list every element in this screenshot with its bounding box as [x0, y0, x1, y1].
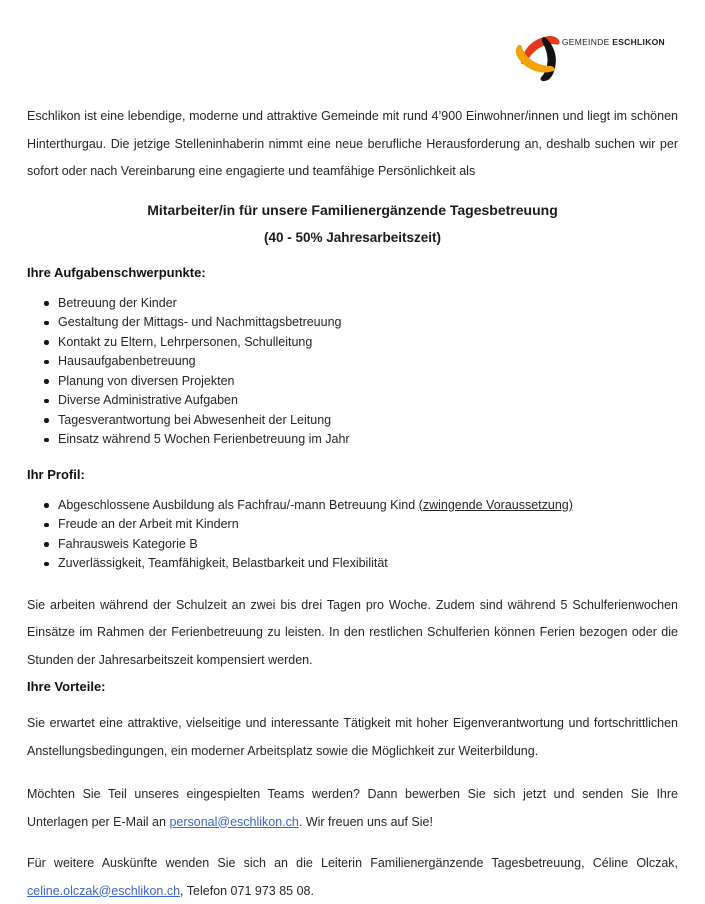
bullet-icon — [44, 301, 49, 306]
email-link-personal[interactable]: personal@eschlikon.ch — [169, 814, 299, 829]
intro-paragraph: Eschlikon ist eine lebendige, moderne und attraktive Gemeinde mit rund 4’900 Einwohner/innen und liegt im schönen Hinterthurgau. Die jetzige Stelleninhaberin nimmt eine neue berufliche Herausforderung an, deshalb suchen wir per sofort oder nach Vereinbarung eine engagierte und teamfähige Persönlichkeit als — [27, 109, 678, 178]
list-item-label: Freude an der Arbeit mit Kindern — [58, 517, 239, 531]
apply-text-before: Möchten Sie Teil unseres eingespielten Teams werden? Dann bewerben Sie sich jetzt und senden Sie Ihre Unterlagen per E-Mail an — [27, 787, 678, 829]
bullet-icon — [44, 542, 49, 547]
list-item — [27, 333, 678, 353]
list-item-label: Betreuung der Kinder — [58, 295, 177, 310]
job-subtitle: (40 - 50% Jahresarbeitszeit) — [263, 229, 442, 245]
list-item — [27, 430, 678, 450]
list-item — [27, 313, 678, 333]
list-item-label: Hausaufgabenbetreuung — [58, 354, 196, 368]
schedule-paragraph: Sie arbeiten während der Schulzeit an zwei bis drei Tagen pro Woche. Zudem sind während 5 Schulferienwochen Einsätze im Rahmen der Ferienbetreuung zu leisten. In den restlichen Schulferien können Ferien bezogen oder die Stunden der Jahresarbeitszeit kompensiert werden. — [27, 597, 678, 667]
list-item-label: Zuverlässigkeit, Teamfähigkeit, Belastbarkeit und Flexibilität — [58, 556, 388, 570]
list-item — [27, 535, 678, 555]
section-heading-tasks: Ihre Aufgabenschwerpunkte: — [27, 264, 206, 280]
section-heading-benefits: Ihre Vorteile: — [27, 679, 106, 694]
list-item-label: Gestaltung der Mittags- und Nachmittagsbetreuung — [58, 315, 342, 329]
list-item — [27, 294, 678, 314]
logo-text — [562, 37, 665, 47]
section-heading-profile: Ihr Profil: — [27, 466, 85, 482]
contact-paragraph — [27, 850, 678, 904]
logo — [515, 26, 665, 87]
tasks-list — [27, 294, 678, 450]
list-item-label: Abgeschlossene Ausbildung als Fachfrau/-mann Betreuung Kind — [58, 497, 419, 512]
list-item — [27, 515, 678, 535]
list-item-label: Fahrausweis Kategorie B — [58, 536, 198, 551]
bullet-icon — [44, 438, 49, 443]
job-title: Mitarbeiter/in für unsere Familienergänzende Tagesbetreuung — [147, 201, 558, 218]
list-item — [27, 352, 678, 372]
logo-text-regular: GEMEINDE — [561, 37, 610, 47]
bullet-icon — [44, 321, 49, 326]
bullet-icon — [44, 523, 49, 528]
logo-text-bold: ESCHLIKON — [612, 37, 665, 47]
contact-text-before: Für weitere Auskünfte wenden Sie sich an die Leiterin Familienergänzende Tagesbetreuung, Céline Olczak, — [27, 856, 678, 870]
profile-list — [27, 496, 678, 574]
apply-paragraph — [27, 781, 678, 836]
bullet-icon — [44, 399, 49, 404]
bullet-icon — [44, 340, 49, 345]
list-item — [27, 554, 678, 574]
list-item-label: Diverse Administrative Aufgaben — [58, 393, 238, 407]
list-item-label: Tagesverantwortung bei Abwesenheit der Leitung — [58, 412, 332, 427]
underlined-requirement: (zwingende Voraussetzung) — [418, 497, 573, 512]
list-item — [27, 496, 678, 516]
list-item — [27, 391, 678, 411]
list-item-label: Kontakt zu Eltern, Lehrpersonen, Schulleitung — [58, 334, 313, 349]
benefits-paragraph: Sie erwartet eine attraktive, vielseitige und interessante Tätigkeit mit hoher Eigenverantwortung und fortschrittlichen Anstellungsbedingungen, ein moderner Arbeitsplatz sowie die Möglichkeit zur Weiterbildung. — [27, 716, 678, 758]
email-link-celine[interactable]: celine.olczak@eschlikon.ch — [27, 883, 181, 898]
list-item — [27, 372, 678, 392]
apply-text-after: . Wir freuen uns auf Sie! — [298, 814, 433, 829]
bullet-icon — [44, 379, 49, 384]
eschlikon-pinwheel-icon — [515, 26, 565, 87]
list-item — [27, 411, 678, 431]
list-item-label: Planung von diversen Projekten — [58, 373, 235, 388]
bullet-icon — [44, 418, 49, 423]
bullet-icon — [44, 503, 49, 508]
contact-text-after: , Telefon 071 973 85 08. — [180, 883, 314, 898]
list-item-label: Einsatz während 5 Wochen Ferienbetreuung im Jahr — [58, 432, 350, 446]
bullet-icon — [44, 562, 49, 567]
bullet-icon — [44, 360, 49, 365]
